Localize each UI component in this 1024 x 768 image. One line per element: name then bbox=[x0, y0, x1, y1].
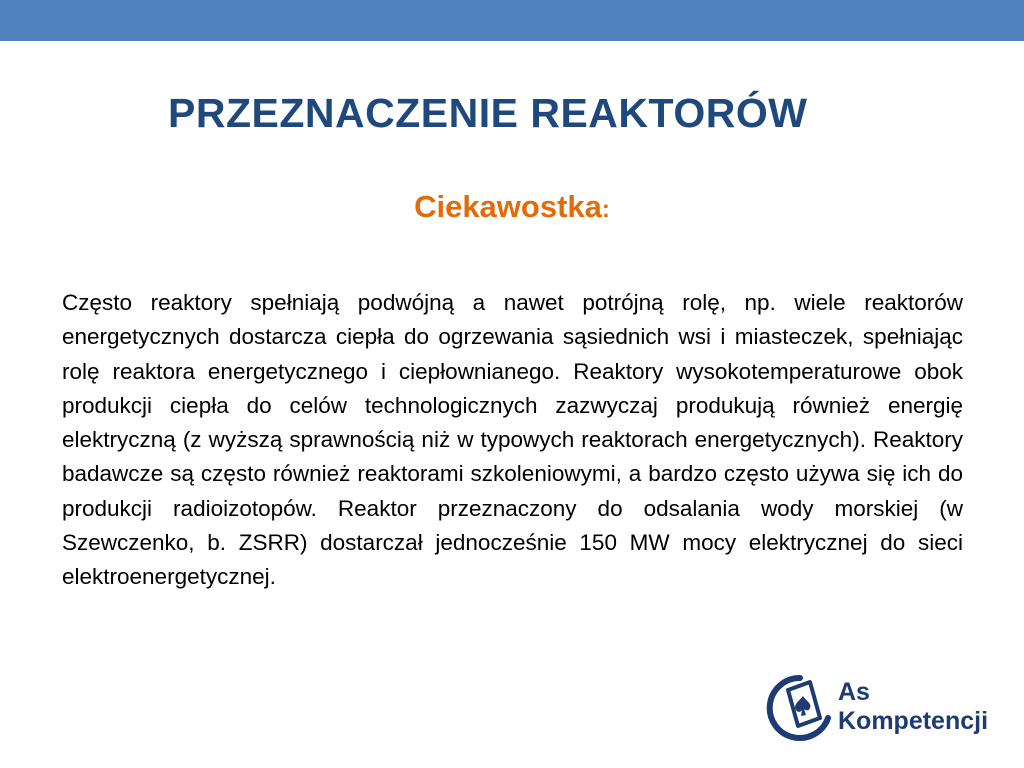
top-accent-bar bbox=[0, 0, 1024, 41]
logo bbox=[766, 672, 1006, 744]
subtitle-colon: : bbox=[601, 196, 610, 223]
slide-subtitle bbox=[0, 189, 1024, 225]
spade-card-icon bbox=[766, 672, 834, 744]
logo-text-line2: Kompetencji bbox=[838, 707, 989, 735]
subtitle-text: Ciekawostka bbox=[414, 189, 602, 224]
slide-body-text: Często reaktory spełniają podwójną a nawet potrójną rolę, np. wiele reaktorów energetycznych dostarcza ciepła do ogrzewania sąsiednich wsi i miasteczek, spełniając rolę reaktora energetycznego i ciepłownianego. Reaktory wysokotemperaturowe obok produkcji ciepła do celów technologicznych zazwyczaj produkują również energię elektryczną (z wyższą sprawnością niż w typowych reaktorach energetycznych). Reaktory badawcze są często również reaktorami szkoleniowymi, a bardzo często używa się ich do produkcji radioizotopów. Reaktor przeznaczony do odsalania wody morskiej (w Szewczenko, b. ZSRR) dostarczał jednocześnie 150 MW mocy elektrycznej do sieci elektroenergetycznej. bbox=[62, 290, 963, 590]
logo-text-line1: As bbox=[838, 678, 870, 706]
slide-title: PRZEZNACZENIE REAKTORÓW bbox=[168, 90, 808, 136]
